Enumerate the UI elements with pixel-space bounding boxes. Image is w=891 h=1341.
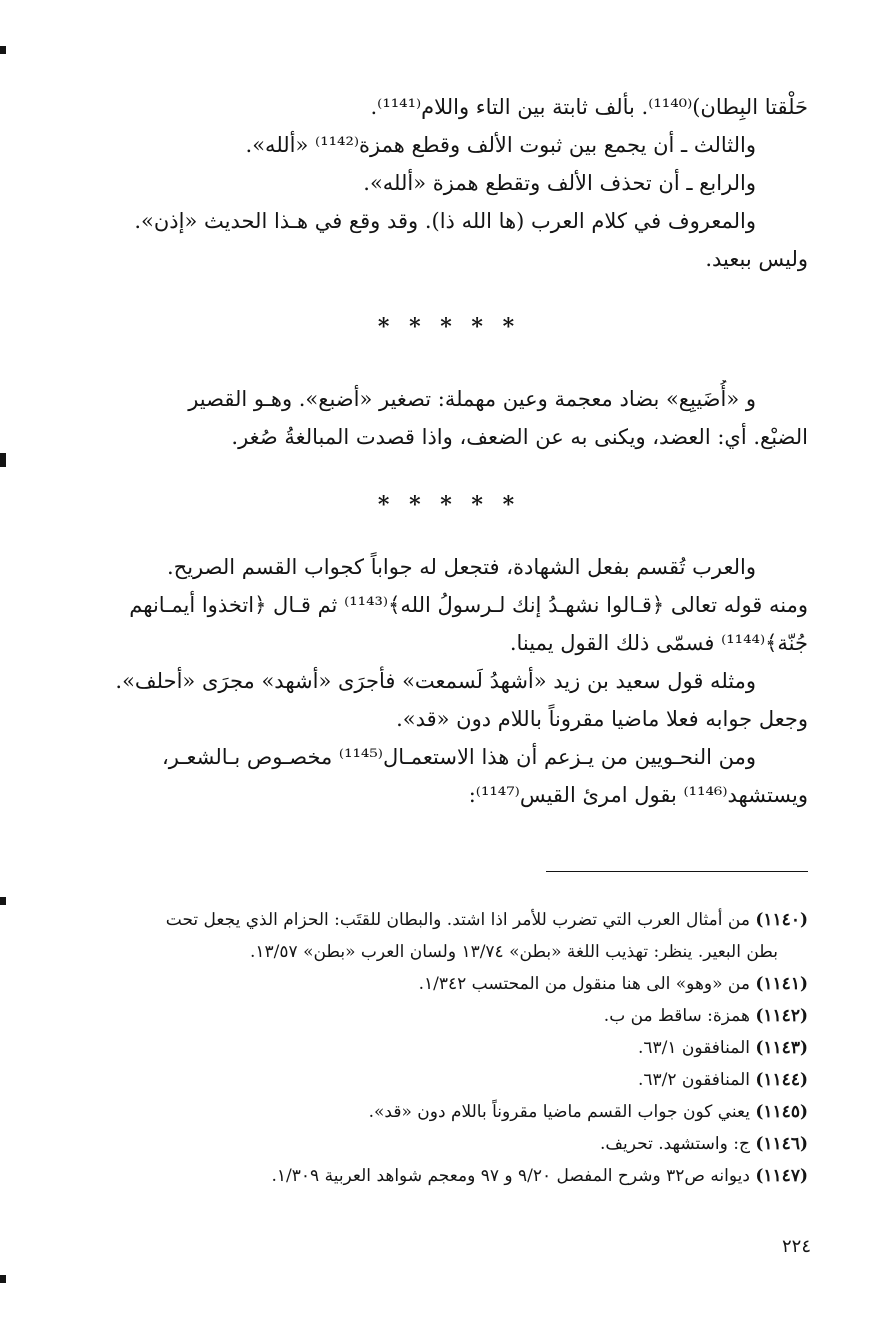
footnote bbox=[90, 1000, 808, 1032]
text-line: الضبْع. أي: العضد، ويكنى به عن الضعف، واذا قصدت المبالغةُ صُغر. bbox=[231, 425, 808, 449]
text-line: و «أُضَيبِع» بضاد معجمة وعين مهملة: تصغير «أضبع». وهـو القصير bbox=[188, 387, 756, 411]
text-line: والرابع ـ أن تحذف الألف وتقطع همزة «ألله». bbox=[363, 171, 756, 195]
text-line: جُنّة﴾⁽¹¹⁴⁴⁾ فسمّى ذلك القول يمينا. bbox=[509, 631, 808, 655]
section-separator: * * * * * bbox=[377, 314, 521, 340]
footnote bbox=[90, 968, 808, 1000]
footnote-continuation bbox=[90, 936, 808, 968]
footnote bbox=[90, 904, 808, 936]
footnote-text: ج: واستشهد. تحريف. bbox=[600, 1134, 756, 1154]
text-line: ومثله قول سعيد بن زيد «أشهدُ لَسمعت» فأجرَى «أشهد» مجرَى «أحلف». bbox=[115, 669, 756, 693]
section-separator: * * * * * bbox=[377, 492, 521, 518]
page-number: ٢٢٤ bbox=[781, 1236, 811, 1257]
text-line: حَلْقتا البِطان)⁽¹¹⁴⁰⁾. بألف ثابتة بين التاء واللام⁽¹¹⁴¹⁾. bbox=[370, 95, 808, 119]
footnote-text: المنافقون ٦٣/٢. bbox=[638, 1070, 756, 1090]
footnote-number: (١١٤٢) bbox=[755, 1006, 808, 1026]
text-line: وجعل جوابه فعلا ماضيا مقروناً باللام دون «قد». bbox=[396, 707, 808, 731]
footnote-number: (١١٤٥) bbox=[755, 1102, 808, 1122]
footnote bbox=[90, 1128, 808, 1160]
footnote-text: ديوانه ص٣٢ وشرح المفصل ٩/٢٠ و ٩٧ ومعجم شواهد العربية ١/٣٠٩. bbox=[271, 1166, 756, 1186]
scan-edge-mark bbox=[0, 897, 6, 905]
footnote bbox=[90, 1160, 808, 1192]
footnote-number: (١١٤٦) bbox=[755, 1134, 808, 1154]
footnote-text: من أمثال العرب التي تضرب للأمر اذا اشتد. والبطان للقتَب: الحزام الذي يجعل تحت bbox=[165, 910, 756, 930]
footnote bbox=[90, 1096, 808, 1128]
footnote-text: همزة: ساقط من ب. bbox=[603, 1006, 756, 1026]
main-text bbox=[90, 88, 808, 814]
footnote-number: (١١٤١) bbox=[755, 974, 808, 994]
text-line: والعرب تُقسم بفعل الشهادة، فتجعل له جواباً كجواب القسم الصريح. bbox=[166, 555, 756, 579]
footnote-number: (١١٤٠) bbox=[755, 910, 808, 930]
footnote-number: (١١٤٤) bbox=[755, 1070, 808, 1090]
text-line: ومن النحـويين من يـزعم أن هذا الاستعمـال⁽¹¹⁴⁵⁾ مخصـوص بـالشعـر، bbox=[162, 745, 756, 769]
scan-edge-mark bbox=[0, 46, 6, 54]
text-line: والمعروف في كلام العرب (ها الله ذا). وقد وقع في هـذا الحديث «إذن». bbox=[134, 209, 756, 233]
footnote-text: المنافقون ٦٣/١. bbox=[638, 1038, 756, 1058]
text-line: ومنه قوله تعالى ﴿قـالوا نشهـدُ إنك لـرسولُ الله﴾⁽¹¹⁴³⁾ ثم قـال ﴿اتخذوا أيمـانهم bbox=[129, 593, 808, 617]
footnote-number: (١١٤٧) bbox=[755, 1166, 808, 1186]
text-line: وليس ببعيد. bbox=[705, 247, 808, 271]
scan-edge-mark bbox=[0, 453, 6, 467]
text-line: ويستشهد⁽¹¹⁴⁶⁾ بقول امرئ القيس⁽¹¹⁴⁷⁾: bbox=[468, 783, 808, 807]
footnote-text: من «وهو» الى هنا منقول من المحتسب ١/٣٤٢. bbox=[418, 974, 756, 994]
footnote-text: بطن البعير. ينظر: تهذيب اللغة «بطن» ١٣/٧٤ ولسان العرب «بطن» ١٣/٥٧. bbox=[250, 942, 778, 962]
footnotes bbox=[90, 904, 808, 1192]
footnote-divider bbox=[546, 871, 808, 872]
scan-edge-mark bbox=[0, 1275, 6, 1283]
footnote bbox=[90, 1032, 808, 1064]
text-line: والثالث ـ أن يجمع بين ثبوت الألف وقطع همزة⁽¹¹⁴²⁾ «ألله». bbox=[245, 133, 756, 157]
footnote bbox=[90, 1064, 808, 1096]
footnote-text: يعني كون جواب القسم ماضيا مقروناً باللام دون «قد». bbox=[368, 1102, 756, 1122]
footnote-number: (١١٤٣) bbox=[755, 1038, 808, 1058]
